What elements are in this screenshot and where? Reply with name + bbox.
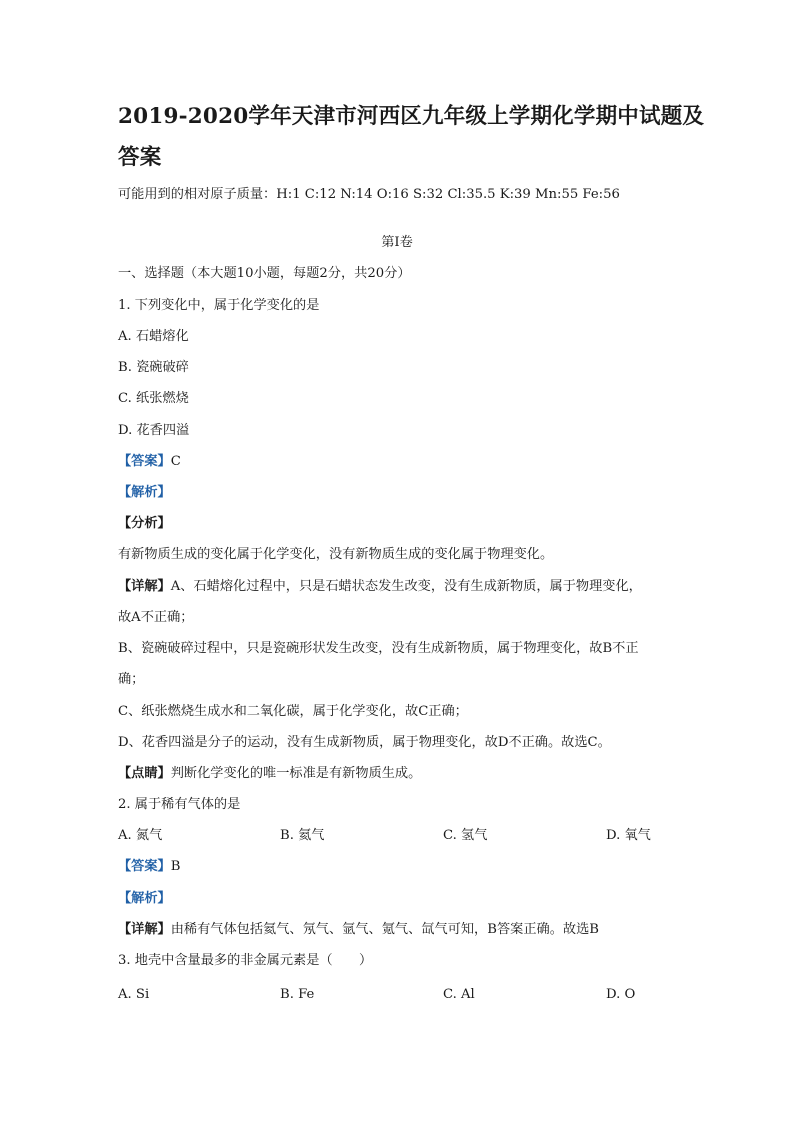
q1-point xyxy=(118,765,421,783)
q2-option-c: C. 氢气 xyxy=(443,828,488,843)
q1-option-c: C. 纸张燃烧 xyxy=(118,391,189,406)
section-title: 一、选择题（本大题10小题，每题2分，共20分） xyxy=(118,266,411,281)
q3-option-a: A. Si xyxy=(118,987,150,1002)
document-title-line-2: 答案 xyxy=(118,145,162,170)
point-tag: 【点睛】 xyxy=(118,766,171,781)
q1-detail-a-cont: 故A不正确； xyxy=(118,610,194,625)
q1-fenxi-text: 有新物质生成的变化属于化学变化，没有新物质生成的变化属于物理变化。 xyxy=(118,547,554,562)
analysis-tag: 【解析】 xyxy=(118,485,171,500)
analysis-tag: 【解析】 xyxy=(118,891,171,906)
q1-option-b: B. 瓷碗破碎 xyxy=(118,360,189,375)
q2-stem: 2. 属于稀有气体的是 xyxy=(118,797,241,812)
q1-detail-d: D、花香四溢是分子的运动，没有生成新物质，属于物理变化，故D不正确。故选C。 xyxy=(118,735,611,750)
atomic-masses-note: 可能用到的相对原子质量：H:1 C:12 N:14 O:16 S:32 Cl:35.5 K:39 Mn:55 Fe:56 xyxy=(118,187,620,202)
q2-option-d: D. 氧气 xyxy=(606,828,651,843)
answer-tag: 【答案】 xyxy=(118,454,171,469)
q1-fenxi xyxy=(118,515,171,533)
answer-tag: 【答案】 xyxy=(118,859,171,874)
point-text: 判断化学变化的唯一标准是有新物质生成。 xyxy=(170,766,422,781)
q2-detail xyxy=(118,921,599,939)
q3-option-c: C. Al xyxy=(443,987,475,1002)
q1-analysis xyxy=(118,484,171,502)
q3-stem: 3. 地壳中含量最多的非金属元素是（ ） xyxy=(118,953,373,968)
detail-text: 由稀有气体包括氦气、氖气、氩气、氪气、氙气可知，B答案正确。故选B xyxy=(170,922,599,937)
document-title-line-1: 2019-2020学年天津市河西区九年级上学期化学期中试题及 xyxy=(118,104,705,129)
q1-detail-b: B、瓷碗破碎过程中，只是瓷碗形状发生改变，没有生成新物质，属于物理变化，故B不正 xyxy=(118,641,639,656)
detail-tag: 【详解】 xyxy=(118,579,171,594)
answer-value: B xyxy=(170,859,181,874)
q2-analysis xyxy=(118,890,171,908)
fenxi-tag: 【分析】 xyxy=(118,516,171,531)
q1-option-a: A. 石蜡熔化 xyxy=(118,329,189,344)
q1-stem: 1. 下列变化中，属于化学变化的是 xyxy=(118,298,320,313)
q2-answer xyxy=(118,858,180,876)
answer-value: C xyxy=(170,454,181,469)
q3-option-d: D. O xyxy=(606,987,636,1002)
q2-option-b: B. 氦气 xyxy=(280,828,325,843)
detail-a-text: A、石蜡熔化过程中，只是石蜡状态发生改变，没有生成新物质，属于物理变化， xyxy=(170,579,642,594)
q1-detail-c: C、纸张燃烧生成水和二氧化碳，属于化学变化，故C正确； xyxy=(118,704,468,719)
q1-detail-b-cont: 确； xyxy=(118,672,145,687)
q1-answer xyxy=(118,453,181,471)
q1-detail-a xyxy=(118,578,642,596)
q2-option-a: A. 氮气 xyxy=(118,828,163,843)
q1-option-d: D. 花香四溢 xyxy=(118,423,190,438)
volume-title: 第Ⅰ卷 xyxy=(381,235,413,250)
detail-tag: 【详解】 xyxy=(118,922,171,937)
q3-option-b: B. Fe xyxy=(280,987,315,1002)
